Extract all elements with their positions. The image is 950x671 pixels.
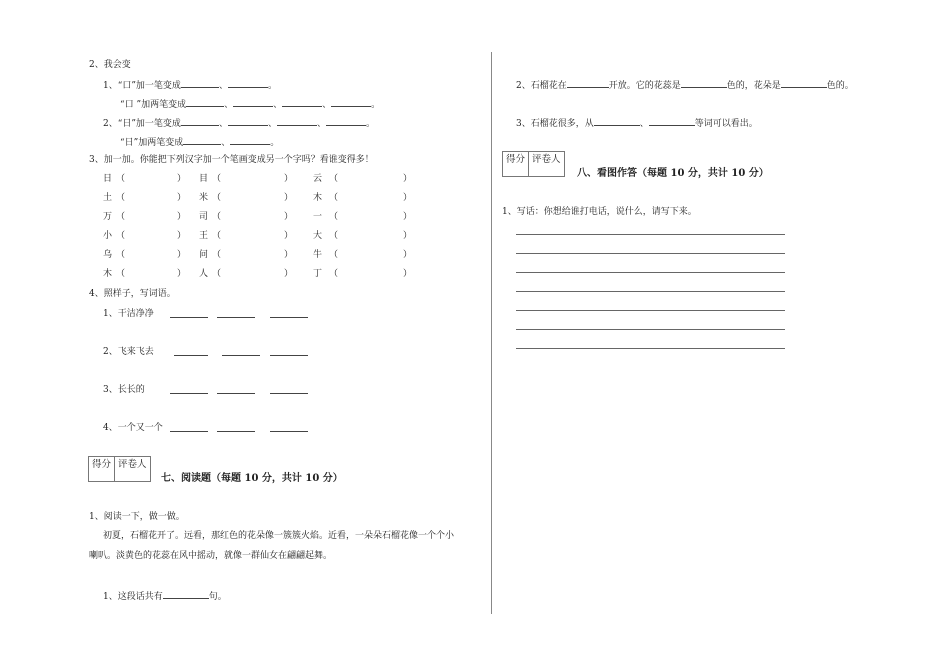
answer-blank[interactable]	[181, 78, 219, 88]
answer-blank[interactable]	[170, 422, 208, 436]
section7-title: 七、阅读题（每题 10 分，共计 10 分）	[161, 473, 343, 484]
section8-title: 八、看图作答（每题 10 分，共计 10 分）	[577, 168, 769, 179]
comma: 、	[224, 100, 234, 110]
q2-line2	[120, 97, 380, 111]
answer-blank[interactable]	[277, 116, 317, 126]
period: 。	[270, 138, 280, 148]
write-question-1: 1、写话：你想给谁打电话，说什么，请写下来。	[502, 207, 697, 217]
answer-blank[interactable]	[163, 589, 209, 599]
score-label: 得分	[503, 152, 529, 176]
answer-blank[interactable]	[781, 78, 827, 88]
q2-line4-label: “日”加两笔变成	[120, 138, 184, 148]
char-cell: 日 （ ）	[103, 174, 187, 184]
char-cell: 土 （ ）	[103, 193, 187, 203]
q3-title: 3、加一加。你能把下列汉字加一个笔画变成另一个字吗？看谁变得多！	[89, 155, 374, 165]
period: 。	[371, 100, 381, 110]
answer-blank[interactable]	[170, 308, 208, 322]
q2-line3-label: 2、“日”加一笔变成	[103, 119, 181, 129]
answer-blank[interactable]	[649, 116, 695, 126]
answer-blank[interactable]	[230, 135, 270, 145]
comma: 、	[221, 138, 231, 148]
char-cell: 人 （ ）	[199, 269, 294, 279]
writing-line[interactable]	[516, 253, 785, 254]
char-cell: 云 （ ）	[313, 174, 413, 184]
q2-title: 2、我会变	[89, 60, 131, 70]
answer-blank[interactable]	[594, 116, 640, 126]
char-cell: 王 （ ）	[199, 231, 294, 241]
answer-blank[interactable]	[270, 346, 308, 360]
writing-line[interactable]	[516, 310, 785, 311]
score-box	[88, 456, 151, 482]
char-cell: 牛 （ ）	[313, 250, 413, 260]
char-cell: 目 （ ）	[199, 174, 294, 184]
answer-blank[interactable]	[233, 97, 273, 107]
answer-blank[interactable]	[326, 116, 366, 126]
sub-question-3: 3、石榴花很多，从 、 等词可以看出。	[516, 116, 758, 130]
sub-question-1: 1、这段话共有 句。	[103, 589, 227, 603]
score-label: 得分	[89, 457, 115, 481]
score-box	[502, 151, 565, 177]
answer-blank[interactable]	[567, 78, 609, 88]
writing-line[interactable]	[516, 234, 785, 235]
comma: 、	[267, 119, 277, 129]
answer-blank[interactable]	[183, 135, 221, 145]
answer-blank[interactable]	[331, 97, 371, 107]
answer-blank[interactable]	[681, 78, 727, 88]
char-cell: 大 （ ）	[313, 231, 413, 241]
char-cell: 问 （ ）	[199, 250, 294, 260]
read-question-1: 1、阅读一下，做一做。	[89, 512, 185, 522]
comma: 、	[218, 81, 228, 91]
writing-line[interactable]	[516, 329, 785, 330]
q4-title: 4、照样子，写词语。	[89, 289, 176, 299]
passage-line-1: 初夏，石榴花开了。远看，那红色的花朵像一簇簇火焰。近看，一朵朵石榴花像一个个小	[103, 531, 455, 541]
q2-line2-label: “口 ”加两笔变成	[120, 100, 187, 110]
answer-blank[interactable]	[270, 384, 308, 398]
q4-item: 4、一个又一个	[103, 423, 163, 433]
period: 。	[365, 119, 375, 129]
answer-blank[interactable]	[217, 422, 255, 436]
writing-line[interactable]	[516, 348, 785, 349]
answer-blank[interactable]	[228, 116, 268, 126]
answer-blank[interactable]	[170, 384, 208, 398]
column-divider	[491, 52, 492, 614]
q4-item: 1、干洁净净	[103, 309, 154, 319]
q2-line3	[103, 116, 375, 130]
answer-blank[interactable]	[181, 116, 219, 126]
q2-line1	[103, 78, 277, 92]
char-cell: 一 （ ）	[313, 212, 413, 222]
answer-blank[interactable]	[270, 308, 308, 322]
answer-blank[interactable]	[186, 97, 224, 107]
comma: 、	[322, 100, 332, 110]
char-cell: 丁 （ ）	[313, 269, 413, 279]
char-cell: 小 （ ）	[103, 231, 187, 241]
reviewer-label: 评卷人	[532, 154, 561, 165]
q2-line1-label: 1、“口”加一笔变成	[103, 81, 181, 91]
sub-question-2: 2、石榴花在 开放。它的花蕊是 色的，花朵是 色的。	[516, 78, 854, 92]
answer-blank[interactable]	[217, 384, 255, 398]
answer-blank[interactable]	[282, 97, 322, 107]
answer-blank[interactable]	[228, 78, 268, 88]
answer-blank[interactable]	[270, 422, 308, 436]
comma: 、	[316, 119, 326, 129]
q4-item: 3、长长的	[103, 385, 145, 395]
char-cell: 木 （ ）	[103, 269, 187, 279]
char-cell: 木 （ ）	[313, 193, 413, 203]
writing-line[interactable]	[516, 272, 785, 273]
q2-line4	[120, 135, 279, 149]
reviewer-label: 评卷人	[118, 459, 147, 470]
passage-line-2: 喇叭。淡黄色的花蕊在风中摇动，就像一群仙女在翩翩起舞。	[89, 551, 333, 561]
char-cell: 米 （ ）	[199, 193, 294, 203]
char-cell: 万 （ ）	[103, 212, 187, 222]
char-cell: 司 （ ）	[199, 212, 294, 222]
comma: 、	[218, 119, 228, 129]
writing-line[interactable]	[516, 291, 785, 292]
char-cell: 乌 （ ）	[103, 250, 187, 260]
answer-blank[interactable]	[222, 346, 260, 360]
q4-item: 2、飞来飞去	[103, 347, 154, 357]
answer-blank[interactable]	[174, 346, 208, 360]
period: 。	[267, 81, 277, 91]
answer-blank[interactable]	[217, 308, 255, 322]
comma: 、	[273, 100, 283, 110]
